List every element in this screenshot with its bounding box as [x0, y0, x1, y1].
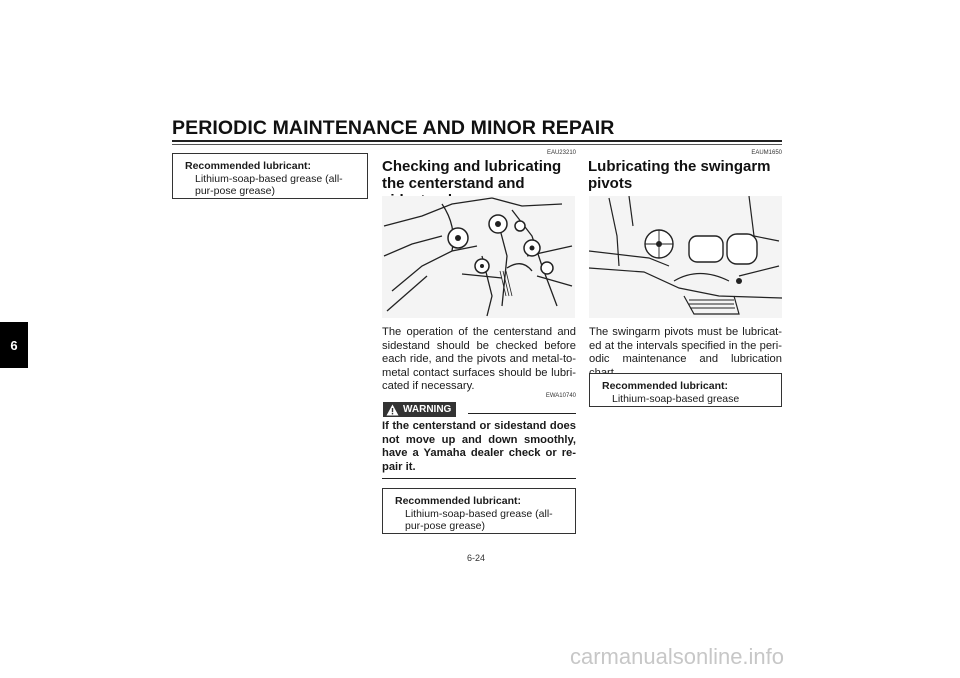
warning-text: If the centerstand or sidestand does not move up and down smoothly, have a Yamaha dealer check or re-pair it.: [382, 420, 576, 473]
centerstand-sidestand-illustration: [382, 196, 575, 318]
lubricant-label: Recommended lubricant:: [185, 160, 312, 172]
warning-label: WARNING: [403, 404, 452, 415]
swingarm-body-text: The swingarm pivots must be lubricat-ed at the intervals specified in the peri-odic maintenance and lubrication: [589, 326, 782, 365]
warning-badge: [383, 402, 456, 417]
header-rule: [172, 140, 782, 142]
section-code: EAUM1650: [751, 150, 782, 156]
chapter-number: 6: [10, 337, 18, 353]
chapter-tab: [0, 322, 28, 368]
centerstand-body-text: The operation of the centerstand and sidestand should be checked before each ride, and the pivots and metal-to-metal contact surfaces should be lubri-cated if necessary.: [382, 326, 576, 392]
lubricant-value: Lithium-soap-based grease: [612, 392, 740, 405]
watermark-text: carmanualsonline.info: [570, 644, 785, 669]
lubricant-value: Lithium-soap-based grease (all-pur-pose grease): [405, 507, 553, 532]
warning-rule-top: [468, 413, 576, 414]
left-lubricant-box: [172, 153, 368, 199]
warning-rule-bottom: [382, 478, 576, 479]
right-lubricant-box: [589, 373, 782, 407]
middle-lubricant-box: [382, 488, 576, 534]
section-code: EAU23210: [546, 150, 576, 156]
header-rule-thin: [172, 144, 782, 145]
swingarm-pivot-illustration: [589, 196, 782, 318]
warning-triangle-icon: [386, 404, 399, 416]
lubricant-value: Lithium-soap-based grease (all-pur-pose grease): [195, 172, 343, 197]
section-title-centerstand: Checking and lubricating the centerstand and: [382, 158, 562, 192]
warning-code: EWA10740: [545, 393, 576, 399]
page-header-title: PERIODIC MAINTENANCE AND MINOR REPAIR: [172, 117, 615, 139]
lubricant-label: Recommended lubricant:: [395, 495, 522, 507]
page-number: 6-24: [467, 553, 486, 563]
lubricant-label: Recommended lubricant:: [602, 380, 729, 392]
section-title-swingarm: Lubricating the swingarm pivots: [588, 158, 771, 192]
